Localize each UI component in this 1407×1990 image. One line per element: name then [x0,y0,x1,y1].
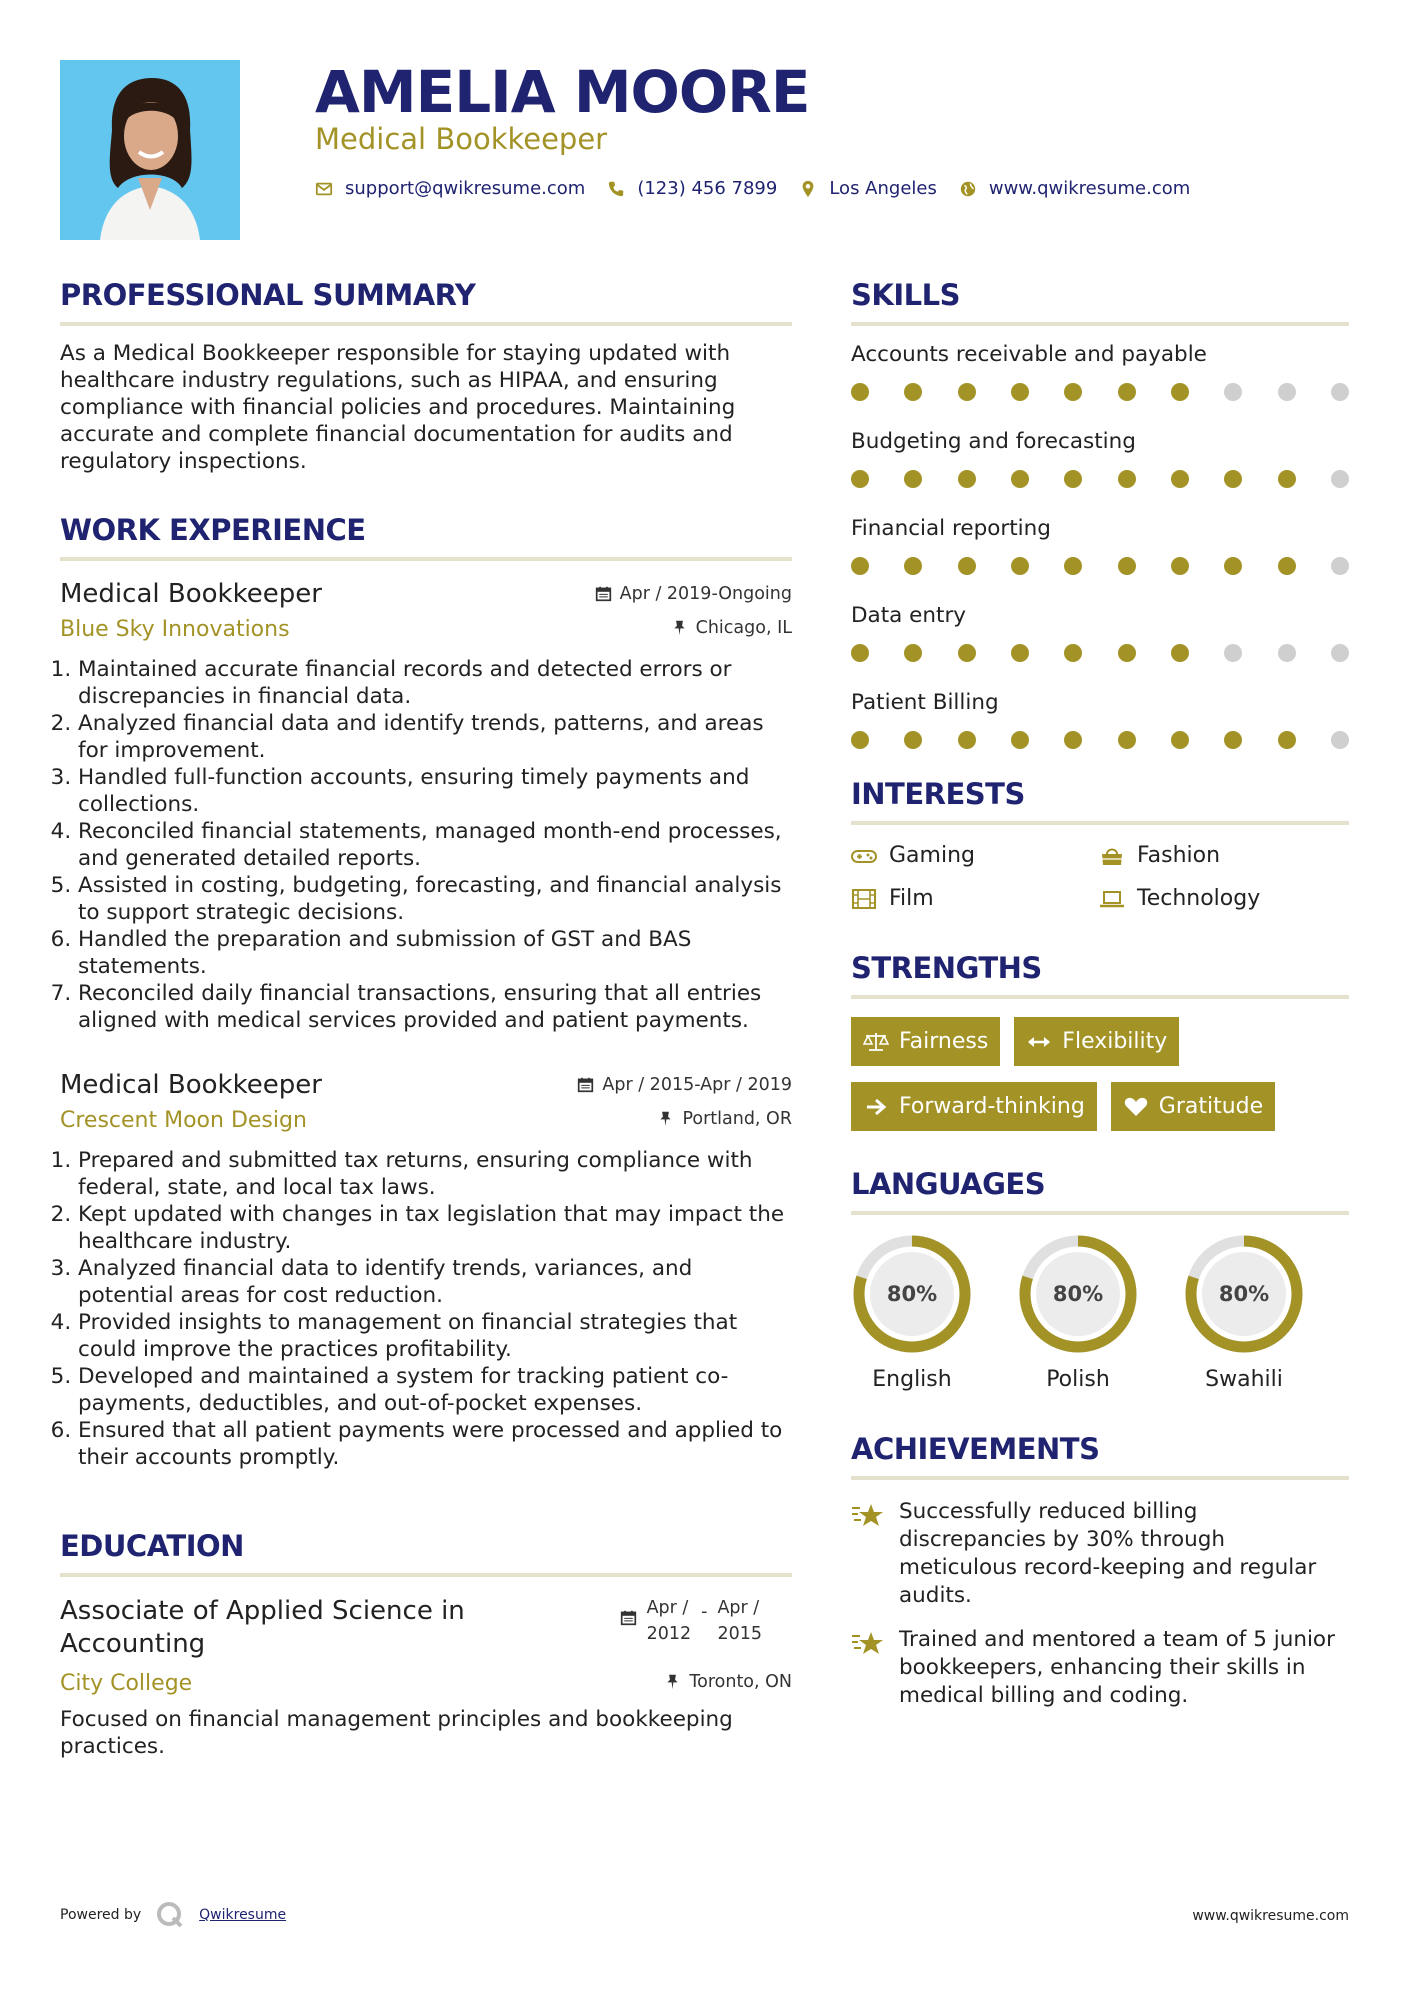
job-location: Chicago, IL [695,617,792,638]
rating-dot-filled [1118,470,1136,488]
edu-start-year: 2012 [646,1624,692,1644]
school-location: Toronto, ON [689,1671,792,1692]
rating-dot-filled [1064,470,1082,488]
rating-dot-filled [904,557,922,575]
degree-line: Associate of Applied Science in [60,1596,465,1626]
rating-dot-filled [851,731,869,749]
rating-dot-empty [1331,644,1349,662]
rating-dot-empty [1278,383,1296,401]
rating-dot-empty [1331,557,1349,575]
email-link[interactable]: support@qwikresume.com [345,178,586,199]
phone-icon [607,180,625,198]
interest-label: Technology [1137,886,1261,911]
edu-end-month: Apr / [717,1598,760,1618]
email-icon [315,180,333,198]
degree-title [60,1595,465,1661]
duty-item: 4. Provided insights to management on financial strategies that could improve the practices profitability. [78,1309,792,1363]
rating-dot-empty [1331,731,1349,749]
skill-name: Patient Billing [851,690,999,715]
film-icon [851,888,877,910]
section-divider [851,1211,1349,1215]
rating-dot-filled [1224,557,1242,575]
strength-chip [851,1082,1097,1131]
achievement-text: Successfully reduced billing discrepancies by 30% through meticulous record-keeping and regular audits. [899,1499,1317,1608]
strength-label: Forward-thinking [899,1094,1085,1119]
calendar-icon [620,1609,637,1626]
education-entry [60,1595,792,1760]
strength-chip [1014,1017,1179,1066]
section-divider [851,322,1349,326]
rating-dot-empty [1278,644,1296,662]
language-ring [1017,1233,1139,1355]
interest-item [851,886,1099,911]
rating-dot-filled [904,731,922,749]
rating-dot-filled [958,470,976,488]
languages-list [851,1233,1349,1392]
section-divider [60,557,792,561]
rating-dot-filled [1011,557,1029,575]
rating-dot-filled [1171,383,1189,401]
language-percent: 80% [886,1282,938,1306]
rating-dot-filled [904,470,922,488]
skill-name: Financial reporting [851,516,1051,541]
location-text: Los Angeles [829,178,937,199]
rating-dot-filled [1064,731,1082,749]
skill-rating [851,644,1349,662]
rating-dot-filled [1224,470,1242,488]
company-name: Blue Sky Innovations [60,617,290,642]
duty-item: 2. Analyzed financial data and identify trends, patterns, and areas for improvement. [78,710,792,764]
summary-text: As a Medical Bookkeeper responsible for staying updated with healthcare industry regulations, such as HIPAA, and ensuring compliance with financial policies and procedures. Maintaining accurate and complete financial documentation for audits and regulatory inspections. [60,341,736,474]
strengths-chips [851,1017,1349,1131]
rating-dot-empty [1224,383,1242,401]
language-ring [1183,1233,1305,1355]
strength-label: Fairness [899,1029,989,1054]
powered-by-text: Powered by [60,1907,142,1923]
rating-dot-filled [1171,557,1189,575]
job-title: Medical Bookkeeper [60,1070,322,1100]
rating-dot-filled [1064,644,1082,662]
rating-dot-filled [1118,557,1136,575]
interest-label: Film [889,886,934,911]
language-percent: 80% [1218,1282,1270,1306]
rating-dot-filled [958,557,976,575]
achievement-item [851,1498,1349,1610]
skill-rating [851,557,1349,575]
rating-dot-filled [851,644,869,662]
experience-heading: WORK EXPERIENCE [60,513,366,547]
job-title: Medical Bookkeeper [60,579,322,609]
footer-branding [60,1900,286,1930]
rating-dot-filled [851,557,869,575]
duty-item: 5. Developed and maintained a system for tracking patient co-payments, deductibles, and out-of-pocket expenses. [78,1363,792,1417]
skill-rating [851,470,1349,488]
rating-dot-filled [1118,644,1136,662]
duty-item: 2. Kept updated with changes in tax legislation that may impact the healthcare industry. [78,1201,792,1255]
rating-dot-empty [1331,470,1349,488]
rating-dot-filled [1118,383,1136,401]
degree-line: Accounting [60,1629,206,1659]
rating-dot-filled [1118,731,1136,749]
rating-dot-filled [1224,731,1242,749]
rating-dot-filled [1278,731,1296,749]
star-award-icon [851,1500,885,1532]
qwikresume-link[interactable]: Qwikresume [199,1907,287,1923]
shopping-bag-icon [1099,845,1125,867]
skills-list [851,342,1349,749]
duty-item: 1. Prepared and submitted tax returns, ensuring compliance with federal, state, and local tax laws. [78,1147,792,1201]
right-column [851,278,1349,1726]
interest-item [851,843,1099,868]
skill-name: Budgeting and forecasting [851,429,1136,454]
section-divider [60,1573,792,1577]
school-name: City College [60,1671,193,1696]
summary-heading: PROFESSIONAL SUMMARY [60,278,476,312]
strengths-heading: STRENGTHS [851,951,1042,985]
language-item [1017,1233,1139,1392]
rating-dot-filled [851,470,869,488]
job-dates: Apr / 2019-Ongoing [619,583,792,604]
rating-dot-empty [1331,383,1349,401]
pin-icon [657,1110,674,1127]
profile-photo [60,60,240,240]
candidate-role: Medical Bookkeeper [315,122,608,156]
strength-label: Flexibility [1062,1029,1168,1054]
interest-item [1099,843,1349,868]
skill-rating [851,383,1349,401]
achievements-heading: ACHIEVEMENTS [851,1432,1100,1466]
left-column [60,278,792,1760]
star-award-icon [851,1628,885,1660]
language-item [851,1233,973,1392]
edu-date-separator: - [701,1602,708,1622]
interests-grid [851,843,1349,911]
edu-end-year: 2015 [717,1624,762,1644]
phone-number[interactable]: (123) 456 7899 [637,178,778,199]
edu-start-month: Apr / [646,1598,689,1618]
arrow-right-icon [863,1096,889,1118]
rating-dot-filled [1278,470,1296,488]
language-name: English [872,1367,952,1392]
rating-dot-filled [904,644,922,662]
duty-item: 6. Handled the preparation and submission of GST and BAS statements. [78,926,792,980]
rating-dot-filled [1064,383,1082,401]
language-ring [851,1233,973,1355]
map-marker-icon [799,180,817,198]
duty-item: 6. Ensured that all patient payments were processed and applied to their accounts promptly. [78,1417,792,1471]
website-link[interactable]: www.qwikresume.com [988,178,1191,199]
duty-item: 3. Handled full-function accounts, ensuring timely payments and collections. [78,764,792,818]
rating-dot-filled [1278,557,1296,575]
pin-icon [671,619,688,636]
job-location: Portland, OR [682,1108,792,1129]
candidate-name: AMELIA MOORE [315,58,810,126]
education-description: Focused on financial management principles and bookkeeping practices. [60,1707,733,1759]
rating-dot-filled [958,731,976,749]
qwikresume-logo-icon [155,1900,185,1930]
strength-chip [1111,1082,1275,1131]
duty-item: 5. Assisted in costing, budgeting, forecasting, and financial analysis to support strategic decisions. [78,872,792,926]
rating-dot-filled [1011,383,1029,401]
language-name: Swahili [1205,1367,1283,1392]
duty-list [60,656,792,1034]
company-name: Crescent Moon Design [60,1108,307,1133]
rating-dot-filled [851,383,869,401]
achievement-text: Trained and mentored a team of 5 junior bookkeepers, enhancing their skills in medical billing and coding. [899,1627,1335,1708]
education-heading: EDUCATION [60,1529,244,1563]
skills-heading: SKILLS [851,278,960,312]
duty-item: 1. Maintained accurate financial records and detected errors or discrepancies in financial data. [78,656,792,710]
gamepad-icon [851,845,877,867]
job-dates: Apr / 2015-Apr / 2019 [602,1074,792,1095]
interest-label: Fashion [1137,843,1221,868]
footer-website[interactable]: www.qwikresume.com [1192,1908,1349,1924]
rating-dot-filled [958,383,976,401]
language-name: Polish [1046,1367,1110,1392]
skill-name: Accounts receivable and payable [851,342,1207,367]
section-divider [60,322,792,326]
strength-label: Gratitude [1158,1094,1264,1119]
rating-dot-filled [1011,644,1029,662]
rating-dot-filled [1011,470,1029,488]
contact-bar [315,178,1198,199]
duty-item: 7. Reconciled daily financial transactions, ensuring that all entries aligned with medical services provided and patient payments. [78,980,792,1034]
laptop-icon [1099,888,1125,910]
duty-item: 3. Analyzed financial data to identify trends, variances, and potential areas for cost reduction. [78,1255,792,1309]
skill-name: Data entry [851,603,967,628]
section-divider [851,821,1349,825]
rating-dot-filled [1011,731,1029,749]
rating-dot-filled [1064,557,1082,575]
calendar-icon [595,585,612,602]
rating-dot-filled [1171,731,1189,749]
rating-dot-empty [1224,644,1242,662]
strength-chip [851,1017,1000,1066]
section-divider [851,1476,1349,1480]
job-entry [60,579,792,1034]
section-divider [851,995,1349,999]
language-item [1183,1233,1305,1392]
interest-item [1099,886,1349,911]
pin-icon [664,1673,681,1690]
languages-heading: LANGUAGES [851,1167,1046,1201]
balance-scale-icon [863,1031,889,1053]
arrows-horizontal-icon [1026,1031,1052,1053]
achievement-item [851,1626,1349,1710]
duty-list [60,1147,792,1471]
skill-rating [851,731,1349,749]
rating-dot-filled [958,644,976,662]
calendar-icon [577,1076,594,1093]
interest-label: Gaming [889,843,975,868]
language-percent: 80% [1052,1282,1104,1306]
globe-icon [959,180,977,198]
rating-dot-filled [1171,644,1189,662]
rating-dot-filled [904,383,922,401]
rating-dot-filled [1171,470,1189,488]
job-entry [60,1070,792,1471]
interests-heading: INTERESTS [851,777,1025,811]
heart-icon [1123,1096,1149,1118]
duty-item: 4. Reconciled financial statements, managed month-end processes, and generated detailed reports. [78,818,792,872]
